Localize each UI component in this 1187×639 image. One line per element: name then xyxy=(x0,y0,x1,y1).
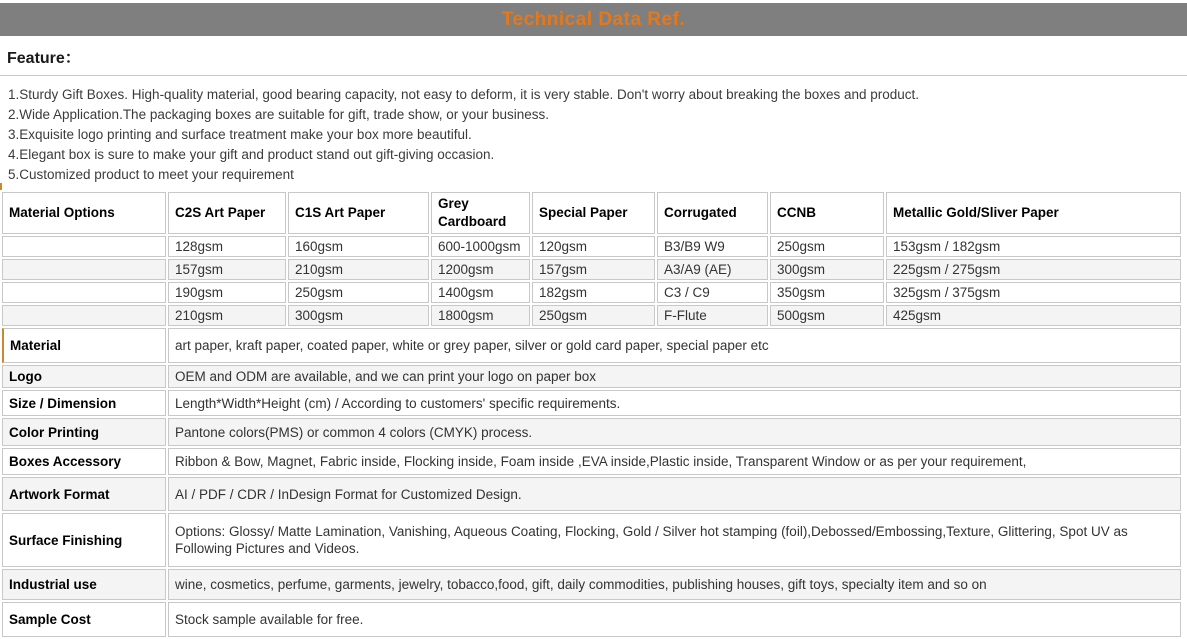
feature-item: 1.Sturdy Gift Boxes. High-quality material, good bearing capacity, not easy to deform, it is very stable. Don't worry about breaking the boxes and product. xyxy=(8,87,920,102)
spec-row-label: Logo xyxy=(2,365,166,388)
table-cell: 210gsm xyxy=(168,305,286,326)
page-title: Technical Data Ref. xyxy=(501,9,686,30)
spec-row-value: Length*Width*Height (cm) / According to customers' specific requirements. xyxy=(168,390,1181,416)
table-row xyxy=(2,477,1181,511)
column-header: Material Options xyxy=(2,192,166,234)
table-cell: 1200gsm xyxy=(431,259,530,280)
spec-row-label: Industrial use xyxy=(2,569,166,600)
feature-item: 5.Customized product to meet your requirement xyxy=(8,167,294,182)
spec-row-label: Material xyxy=(2,328,166,363)
table-cell: 157gsm xyxy=(168,259,286,280)
feature-list xyxy=(0,85,1187,185)
spec-row-label: Boxes Accessory xyxy=(2,448,166,475)
table-cell: 1400gsm xyxy=(431,282,530,303)
table-row xyxy=(2,513,1181,567)
table-row xyxy=(2,390,1181,416)
table-cell xyxy=(2,305,166,326)
table-row xyxy=(2,328,1181,363)
table-row xyxy=(2,448,1181,475)
spec-row-value: art paper, kraft paper, coated paper, white or grey paper, silver or gold card paper, special paper etc xyxy=(168,328,1181,363)
spec-row-label: Size / Dimension xyxy=(2,390,166,416)
table-cell: C3 / C9 xyxy=(657,282,768,303)
table-cell xyxy=(2,282,166,303)
title-bar xyxy=(0,3,1187,36)
table-cell: 250gsm xyxy=(770,236,884,257)
spec-row-value: Stock sample available for free. xyxy=(168,602,1181,637)
table-cell: 300gsm xyxy=(770,259,884,280)
column-header: Grey Cardboard xyxy=(431,192,530,234)
table-cell: B3/B9 W9 xyxy=(657,236,768,257)
table-cell: A3/A9 (AE) xyxy=(657,259,768,280)
table-cell: 225gsm / 275gsm xyxy=(886,259,1181,280)
table-row xyxy=(2,282,1181,303)
table-cell: 182gsm xyxy=(532,282,655,303)
spec-row-value: AI / PDF / CDR / InDesign Format for Customized Design. xyxy=(168,477,1181,511)
feature-item: 3.Exquisite logo printing and surface treatment make your box more beautiful. xyxy=(8,127,472,142)
feature-item: 2.Wide Application.The packaging boxes are suitable for gift, trade show, or your business. xyxy=(8,107,550,122)
spec-row-label: Artwork Format xyxy=(2,477,166,511)
accent-mark xyxy=(0,183,2,190)
table-header-row xyxy=(2,192,1181,234)
spec-row-value: Ribbon & Bow, Magnet, Fabric inside, Flocking inside, Foam inside ,EVA inside,Plastic inside, Transparent Window or as per your requirement, xyxy=(168,448,1181,475)
feature-item: 4.Elegant box is sure to make your gift and product stand out gift-giving occasion. xyxy=(8,147,495,162)
column-header: C1S Art Paper xyxy=(288,192,429,234)
table-row xyxy=(2,418,1181,446)
table-cell: F-Flute xyxy=(657,305,768,326)
table-row xyxy=(2,569,1181,600)
table-cell: 1800gsm xyxy=(431,305,530,326)
spec-row-label: Sample Cost xyxy=(2,602,166,637)
table-row xyxy=(2,365,1181,388)
column-header: CCNB xyxy=(770,192,884,234)
table-row xyxy=(2,259,1181,280)
table-cell: 210gsm xyxy=(288,259,429,280)
table-cell: 250gsm xyxy=(288,282,429,303)
table-cell xyxy=(2,259,166,280)
table-cell xyxy=(2,236,166,257)
table-cell: 160gsm xyxy=(288,236,429,257)
table-cell: 190gsm xyxy=(168,282,286,303)
table-cell: 128gsm xyxy=(168,236,286,257)
feature-heading: Feature： xyxy=(0,36,1187,76)
spec-row-value: Pantone colors(PMS) or common 4 colors (CMYK) process. xyxy=(168,418,1181,446)
spec-row-value: wine, cosmetics, perfume, garments, jewelry, tobacco,food, gift, daily commodities, publishing houses, gift toys, specialty item and so on xyxy=(168,569,1181,600)
spec-row-label: Color Printing xyxy=(2,418,166,446)
table-cell: 250gsm xyxy=(532,305,655,326)
table-cell: 600-1000gsm xyxy=(431,236,530,257)
spec-row-value: Options: Glossy/ Matte Lamination, Vanishing, Aqueous Coating, Flocking, Gold / Silver hot stamping (foil),Debossed/Embossing,Texture, Glittering, Spot UV as Following Pictures and Videos. xyxy=(168,513,1181,567)
technical-data-table xyxy=(0,190,1183,639)
table-cell: 500gsm xyxy=(770,305,884,326)
spec-row-value: OEM and ODM are available, and we can print your logo on paper box xyxy=(168,365,1181,388)
column-header: Metallic Gold/Sliver Paper xyxy=(886,192,1181,234)
table-row xyxy=(2,305,1181,326)
table-cell: 425gsm xyxy=(886,305,1181,326)
column-header: Corrugated xyxy=(657,192,768,234)
table-cell: 153gsm / 182gsm xyxy=(886,236,1181,257)
table-cell: 120gsm xyxy=(532,236,655,257)
column-header: C2S Art Paper xyxy=(168,192,286,234)
table-cell: 325gsm / 375gsm xyxy=(886,282,1181,303)
table-cell: 350gsm xyxy=(770,282,884,303)
table-cell: 157gsm xyxy=(532,259,655,280)
table-cell: 300gsm xyxy=(288,305,429,326)
table-row xyxy=(2,236,1181,257)
column-header: Special Paper xyxy=(532,192,655,234)
spec-row-label: Surface Finishing xyxy=(2,513,166,567)
